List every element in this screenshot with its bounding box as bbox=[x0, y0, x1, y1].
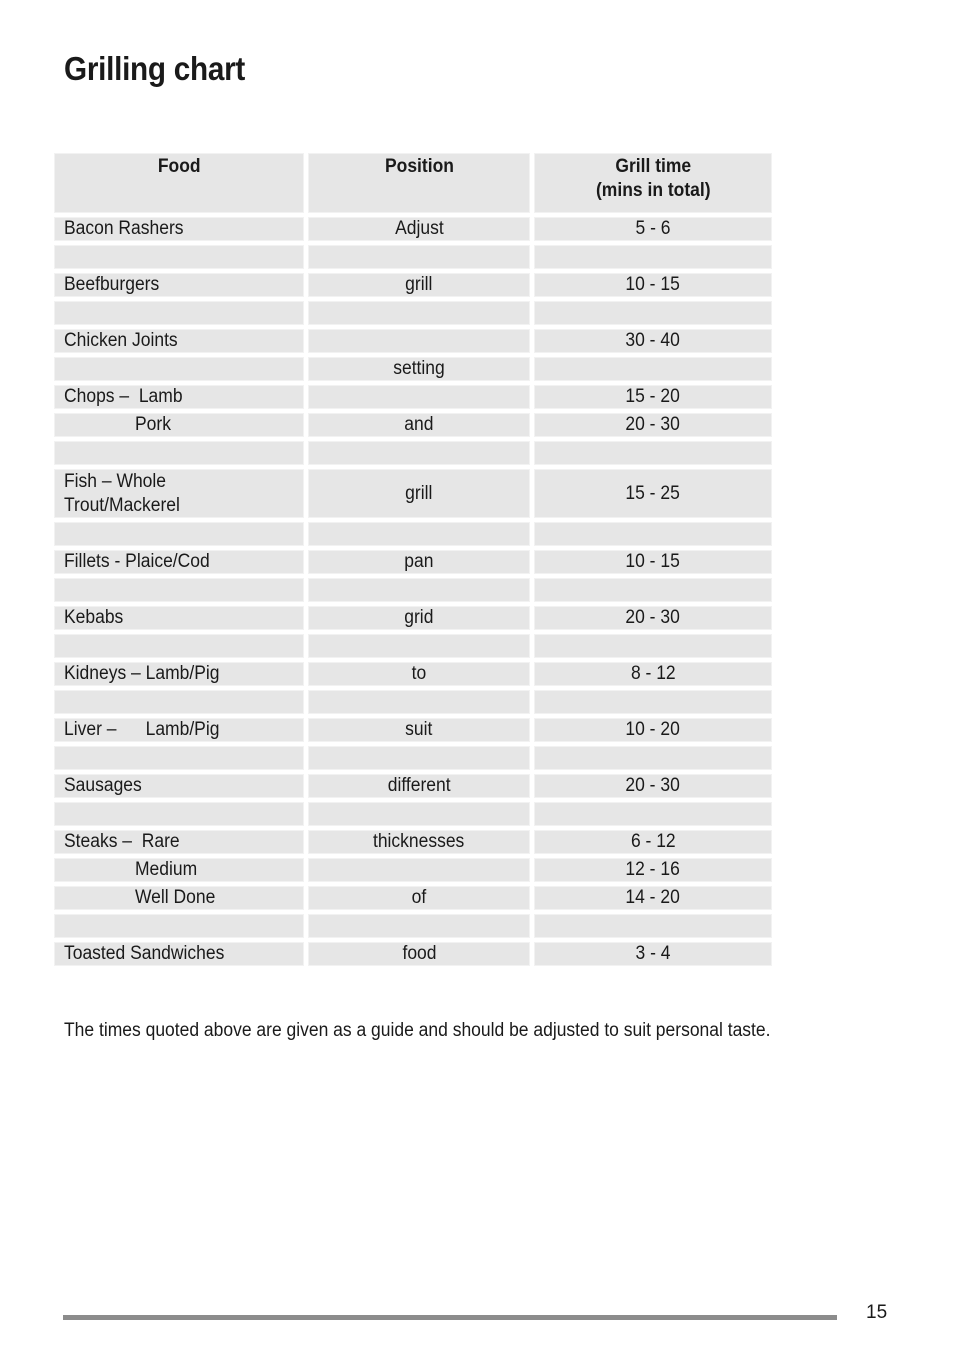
grill-time-cell bbox=[534, 914, 772, 938]
food-cell-text: Kebabs bbox=[64, 607, 124, 628]
food-cell-text: Sausages bbox=[64, 775, 142, 796]
table-row bbox=[54, 245, 772, 269]
page-number: 15 bbox=[866, 1302, 888, 1323]
grill-time-cell bbox=[534, 578, 772, 602]
food-cell bbox=[54, 942, 304, 966]
position-cell bbox=[308, 578, 530, 602]
food-cell bbox=[54, 802, 304, 826]
grill-time-cell bbox=[534, 413, 772, 437]
table-row bbox=[54, 942, 772, 966]
table-row bbox=[54, 550, 772, 574]
position-cell-text: setting bbox=[393, 358, 445, 379]
food-cell bbox=[54, 469, 304, 518]
food-cell-text: Kidneys – Lamb/Pig bbox=[64, 663, 220, 684]
grill-time-cell-text: 20 - 30 bbox=[625, 775, 681, 796]
table-row bbox=[54, 718, 772, 742]
food-cell bbox=[54, 634, 304, 658]
position-cell-text: thicknesses bbox=[373, 831, 465, 852]
position-cell bbox=[308, 690, 530, 714]
table-row bbox=[54, 606, 772, 630]
grill-time-cell bbox=[534, 942, 772, 966]
table-row bbox=[54, 774, 772, 798]
grill-time-cell bbox=[534, 886, 772, 910]
header-food bbox=[54, 153, 304, 213]
grill-time-cell-text: 20 - 30 bbox=[625, 414, 681, 435]
food-cell bbox=[54, 662, 304, 686]
food-cell bbox=[54, 550, 304, 574]
position-cell bbox=[308, 830, 530, 854]
grill-time-cell bbox=[534, 802, 772, 826]
food-cell-text: Bacon Rashers bbox=[64, 218, 184, 239]
food-cell bbox=[54, 329, 304, 353]
position-cell bbox=[308, 942, 530, 966]
header-grill-time bbox=[534, 153, 772, 213]
position-cell-text: of bbox=[411, 887, 427, 908]
position-cell-text: grill bbox=[405, 482, 433, 504]
food-cell bbox=[54, 858, 304, 882]
page-title: Grilling chart bbox=[64, 50, 246, 87]
food-cell-text: Fillets - Plaice/Cod bbox=[64, 551, 210, 572]
grill-time-cell-text: 15 - 20 bbox=[625, 386, 681, 407]
grill-time-cell-text: 3 - 4 bbox=[635, 943, 671, 964]
position-cell bbox=[308, 413, 530, 437]
food-cell bbox=[54, 690, 304, 714]
position-cell bbox=[308, 522, 530, 546]
food-cell-text: Medium bbox=[135, 859, 198, 880]
grill-time-cell bbox=[534, 441, 772, 465]
food-cell-text: Pork bbox=[135, 414, 171, 435]
table-row bbox=[54, 578, 772, 602]
table-row bbox=[54, 217, 772, 241]
food-cell-text: Fish – Whole Trout/Mackerel bbox=[64, 470, 180, 516]
position-cell bbox=[308, 357, 530, 381]
food-cell bbox=[54, 273, 304, 297]
position-cell bbox=[308, 385, 530, 409]
position-cell-text: pan bbox=[404, 551, 434, 572]
grill-time-cell bbox=[534, 858, 772, 882]
food-cell bbox=[54, 718, 304, 742]
position-cell bbox=[308, 802, 530, 826]
header-food-label: Food bbox=[157, 156, 201, 177]
grill-time-cell bbox=[534, 245, 772, 269]
grill-time-cell bbox=[534, 217, 772, 241]
grill-time-cell bbox=[534, 690, 772, 714]
table-row bbox=[54, 329, 772, 353]
position-cell-text: food bbox=[401, 943, 437, 964]
grill-time-cell bbox=[534, 830, 772, 854]
header-grill-time-label: Grill time (mins in total) bbox=[595, 156, 711, 201]
table-header-row bbox=[54, 153, 772, 213]
food-cell bbox=[54, 830, 304, 854]
food-cell bbox=[54, 578, 304, 602]
grill-time-cell-text: 12 - 16 bbox=[625, 859, 681, 880]
table-row bbox=[54, 690, 772, 714]
table-row bbox=[54, 357, 772, 381]
grill-time-cell bbox=[534, 718, 772, 742]
grill-time-cell bbox=[534, 301, 772, 325]
grill-time-cell-text: 10 - 20 bbox=[625, 719, 681, 740]
position-cell bbox=[308, 550, 530, 574]
table-row bbox=[54, 469, 772, 518]
food-cell bbox=[54, 522, 304, 546]
position-cell bbox=[308, 245, 530, 269]
position-cell bbox=[308, 301, 530, 325]
table-row bbox=[54, 301, 772, 325]
table-row bbox=[54, 914, 772, 938]
food-cell bbox=[54, 746, 304, 770]
food-cell-text: Liver – Lamb/Pig bbox=[64, 719, 220, 740]
food-cell bbox=[54, 301, 304, 325]
food-cell bbox=[54, 217, 304, 241]
food-cell bbox=[54, 413, 304, 437]
grilling-table bbox=[54, 153, 772, 970]
table-row bbox=[54, 522, 772, 546]
table-row bbox=[54, 746, 772, 770]
position-cell bbox=[308, 634, 530, 658]
food-cell bbox=[54, 441, 304, 465]
position-cell bbox=[308, 217, 530, 241]
table-row bbox=[54, 273, 772, 297]
food-cell-text: Chicken Joints bbox=[64, 330, 178, 351]
position-cell-text: to bbox=[411, 663, 427, 684]
grill-time-cell bbox=[534, 273, 772, 297]
food-cell-text: Beefburgers bbox=[64, 274, 160, 295]
footer-rule bbox=[63, 1315, 837, 1320]
position-cell bbox=[308, 606, 530, 630]
grill-time-cell bbox=[534, 357, 772, 381]
position-cell-text: grill bbox=[405, 274, 433, 295]
position-cell bbox=[308, 774, 530, 798]
food-cell bbox=[54, 357, 304, 381]
grill-time-cell-text: 5 - 6 bbox=[635, 218, 671, 239]
grill-time-cell bbox=[534, 746, 772, 770]
table-row bbox=[54, 886, 772, 910]
table-body bbox=[54, 217, 772, 966]
grill-time-cell bbox=[534, 606, 772, 630]
position-cell bbox=[308, 441, 530, 465]
grill-time-cell-text: 30 - 40 bbox=[625, 330, 681, 351]
grill-time-cell bbox=[534, 550, 772, 574]
position-cell bbox=[308, 329, 530, 353]
grill-time-cell bbox=[534, 385, 772, 409]
food-cell bbox=[54, 914, 304, 938]
position-cell bbox=[308, 914, 530, 938]
table-row bbox=[54, 858, 772, 882]
table-row bbox=[54, 385, 772, 409]
grill-time-cell-text: 6 - 12 bbox=[630, 831, 676, 852]
position-cell bbox=[308, 273, 530, 297]
food-cell bbox=[54, 245, 304, 269]
position-cell bbox=[308, 662, 530, 686]
grill-time-cell bbox=[534, 634, 772, 658]
food-cell-text: Chops – Lamb bbox=[64, 386, 183, 407]
grill-time-cell-text: 10 - 15 bbox=[625, 274, 681, 295]
food-cell-text: Well Done bbox=[135, 887, 216, 908]
position-cell bbox=[308, 746, 530, 770]
food-cell bbox=[54, 385, 304, 409]
position-cell bbox=[308, 858, 530, 882]
grill-time-cell-text: 20 - 30 bbox=[625, 607, 681, 628]
table-row bbox=[54, 413, 772, 437]
table-row bbox=[54, 441, 772, 465]
grill-time-cell bbox=[534, 774, 772, 798]
header-position bbox=[308, 153, 530, 213]
table-row bbox=[54, 802, 772, 826]
grill-time-cell-text: 14 - 20 bbox=[625, 887, 681, 908]
grill-time-cell-text: 15 - 25 bbox=[625, 482, 681, 504]
position-cell-text: and bbox=[404, 414, 434, 435]
grill-time-cell bbox=[534, 662, 772, 686]
position-cell bbox=[308, 469, 530, 518]
position-cell-text: grid bbox=[404, 607, 434, 628]
table-row bbox=[54, 830, 772, 854]
grill-time-cell-text: 10 - 15 bbox=[625, 551, 681, 572]
food-cell-text: Steaks – Rare bbox=[64, 831, 180, 852]
table-row bbox=[54, 634, 772, 658]
header-position-label: Position bbox=[384, 156, 454, 177]
position-cell-text: different bbox=[387, 775, 451, 796]
food-cell bbox=[54, 606, 304, 630]
grill-time-cell bbox=[534, 522, 772, 546]
grill-time-cell bbox=[534, 329, 772, 353]
position-cell bbox=[308, 718, 530, 742]
position-cell bbox=[308, 886, 530, 910]
position-cell-text: suit bbox=[405, 719, 433, 740]
food-cell-text: Toasted Sandwiches bbox=[64, 943, 225, 964]
food-cell bbox=[54, 886, 304, 910]
grill-time-cell-text: 8 - 12 bbox=[630, 663, 676, 684]
footnote: The times quoted above are given as a guide and should be adjusted to suit personal taste. bbox=[64, 1020, 771, 1041]
food-cell bbox=[54, 774, 304, 798]
grill-time-cell bbox=[534, 469, 772, 518]
position-cell-text: Adjust bbox=[394, 218, 444, 239]
table-row bbox=[54, 662, 772, 686]
